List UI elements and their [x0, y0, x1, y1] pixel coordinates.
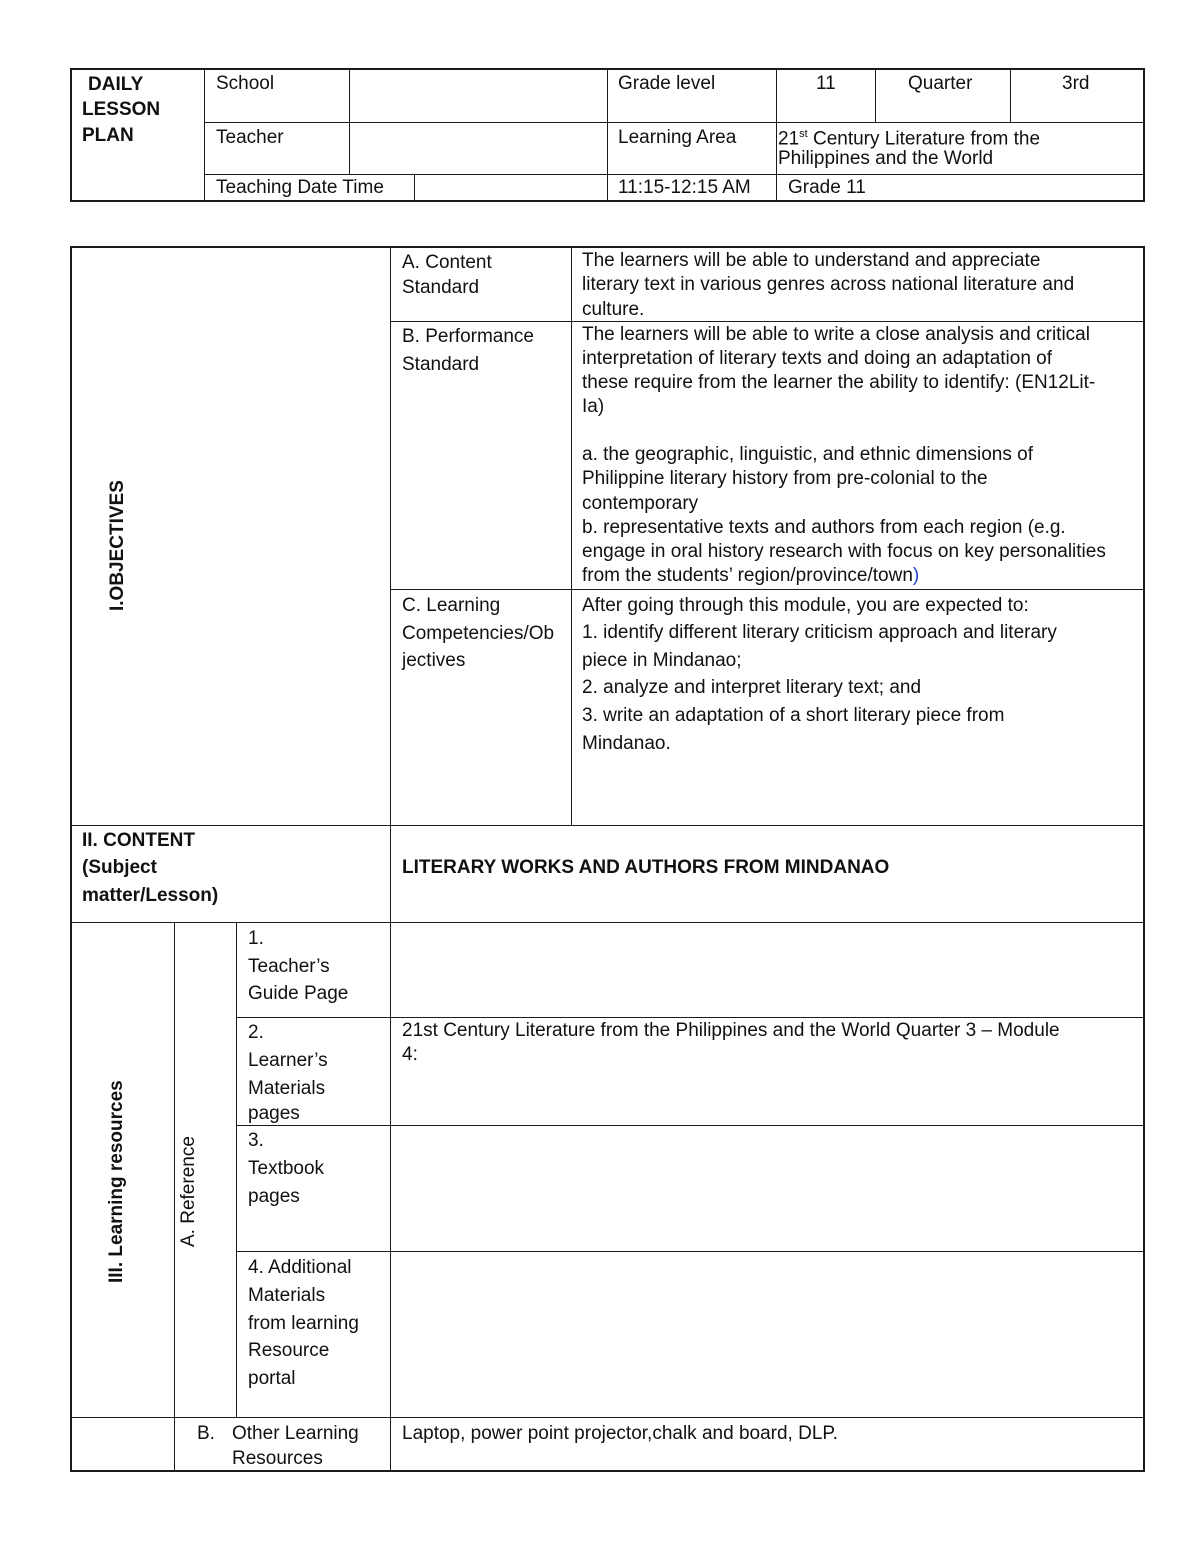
content-standard-text-3: culture.: [582, 299, 645, 320]
performance-text-10: engage in oral history research with focus on key personalities: [582, 541, 1106, 562]
textbook-label-3: pages: [248, 1186, 300, 1207]
teachers-guide-label-1: 1.: [248, 928, 264, 949]
additional-label-2: Materials: [248, 1285, 326, 1306]
competencies-text-3: piece in Mindanao;: [582, 650, 742, 671]
learners-materials-label-3: Materials: [248, 1078, 326, 1099]
content-label-1: II. CONTENT: [82, 830, 195, 851]
other-resources-prefix: B.: [197, 1423, 215, 1444]
competencies-text-6: Mindanao.: [582, 733, 671, 754]
content-label-3: matter/Lesson): [82, 885, 219, 906]
performance-text-2: interpretation of literary texts and doing an adaptation of: [582, 348, 1053, 369]
performance-text-4: Ia): [582, 396, 605, 417]
teacher-label: Teacher: [216, 127, 284, 148]
teachers-guide-label-2: Teacher’s: [248, 956, 330, 977]
content-standard-label-2: Standard: [402, 277, 480, 298]
learners-materials-value-2: 4:: [402, 1044, 418, 1065]
additional-label-1: 4. Additional: [248, 1257, 352, 1278]
performance-standard-label-1: B. Performance: [402, 326, 534, 347]
competencies-text-5: 3. write an adaptation of a short literary piece from: [582, 705, 1005, 726]
dlp-title-line3: PLAN: [82, 125, 134, 146]
learners-materials-label-2: Learner’s: [248, 1050, 328, 1071]
performance-text-11: from the students’ region/province/town): [582, 565, 920, 586]
competencies-text-1: After going through this module, you are expected to:: [582, 595, 1029, 616]
performance-text-1: The learners will be able to write a close analysis and critical: [582, 324, 1090, 345]
learning-area-line1: 21st Century Literature from the: [778, 128, 1041, 150]
other-resources-label-2: Resources: [232, 1448, 323, 1469]
dlp-title-line2: LESSON: [82, 99, 161, 120]
quarter-label: Quarter: [908, 73, 973, 94]
additional-label-4: Resource: [248, 1340, 330, 1361]
competencies-text-4: 2. analyze and interpret literary text; and: [582, 677, 922, 698]
content-standard-text-1: The learners will be able to understand and appreciate: [582, 250, 1041, 271]
time-value: 11:15-12:15 AM: [618, 177, 751, 198]
content-standard-label-1: A. Content: [402, 252, 492, 273]
school-label: School: [216, 73, 275, 94]
additional-label-3: from learning: [248, 1313, 359, 1334]
other-resources-label-1: Other Learning: [232, 1423, 359, 1444]
learning-area-line2: Philippines and the World: [778, 148, 994, 169]
performance-text-9: b. representative texts and authors from each region (e.g.: [582, 517, 1066, 538]
competencies-label-3: jectives: [402, 650, 466, 671]
content-label-2: (Subject: [82, 857, 157, 878]
quarter-value: 3rd: [1062, 73, 1090, 94]
performance-text-6: a. the geographic, linguistic, and ethnic dimensions of: [582, 444, 1033, 465]
performance-text-7: Philippine literary history from pre-colonial to the: [582, 468, 988, 489]
teachers-guide-label-3: Guide Page: [248, 983, 349, 1004]
objectives-section-label: I.OBJECTIVES: [107, 480, 128, 611]
grade-level-value: 11: [816, 73, 836, 94]
dlp-title-line1: DAILY: [88, 74, 144, 95]
learners-materials-value-1: 21st Century Literature from the Philippines and the World Quarter 3 – Module: [402, 1020, 1060, 1041]
learners-materials-label-1: 2.: [248, 1022, 264, 1043]
textbook-label-1: 3.: [248, 1130, 264, 1151]
additional-label-5: portal: [248, 1368, 296, 1389]
competencies-label-1: C. Learning: [402, 595, 501, 616]
content-value: LITERARY WORKS AND AUTHORS FROM MINDANAO: [402, 857, 890, 878]
reference-label: A. Reference: [178, 1136, 199, 1247]
performance-text-3: these require from the learner the ability to identify: (EN12Lit-: [582, 372, 1096, 393]
textbook-label-2: Textbook: [248, 1158, 325, 1179]
grade-level-label: Grade level: [618, 73, 716, 94]
other-resources-value: Laptop, power point projector,chalk and board, DLP.: [402, 1423, 838, 1444]
learners-materials-label-4: pages: [248, 1103, 300, 1124]
learning-area-label: Learning Area: [618, 127, 737, 148]
grade-value: Grade 11: [788, 177, 866, 198]
competencies-label-2: Competencies/Ob: [402, 623, 555, 644]
resources-section-label: III. Learning resources: [106, 1080, 127, 1283]
teaching-date-label: Teaching Date Time: [216, 177, 384, 198]
content-standard-text-2: literary text in various genres across national literature and: [582, 274, 1075, 295]
performance-text-8: contemporary: [582, 493, 699, 514]
performance-standard-label-2: Standard: [402, 354, 480, 375]
competencies-text-2: 1. identify different literary criticism approach and literary: [582, 622, 1057, 643]
